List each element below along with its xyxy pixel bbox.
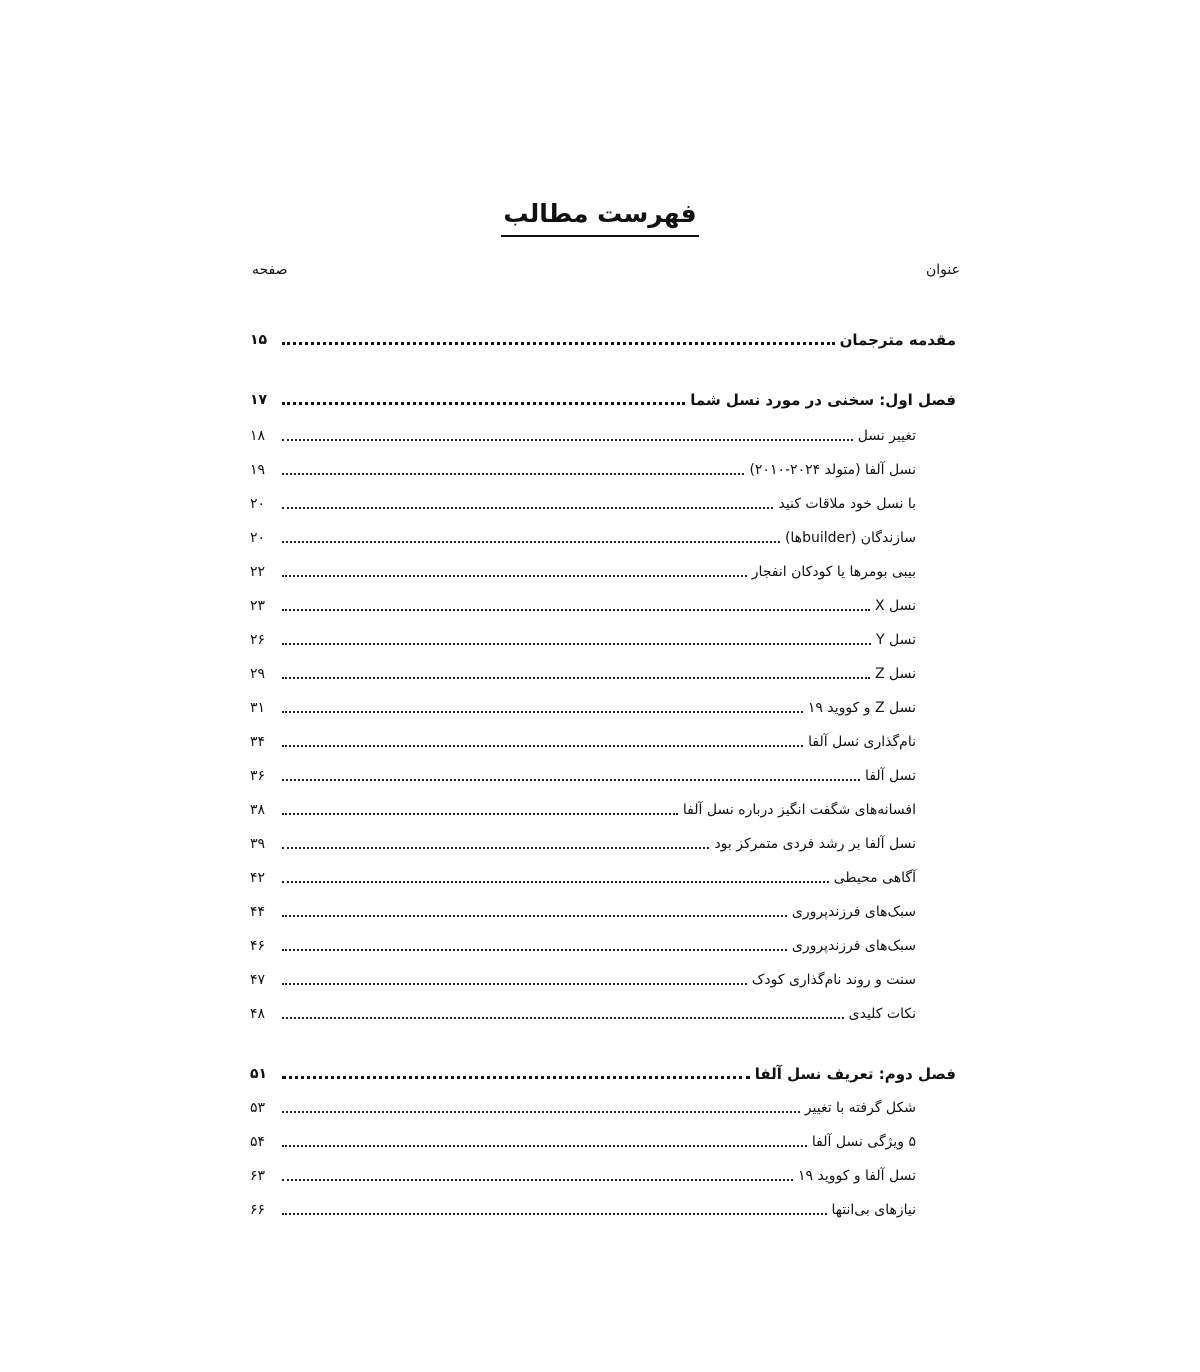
toc-entry-label: تغییر نسل	[857, 428, 916, 444]
toc-entry	[246, 726, 960, 754]
toc-entry	[246, 828, 960, 856]
toc-page-number: ۴۴	[250, 904, 266, 920]
toc-dot-leader	[282, 881, 829, 883]
toc-entry	[246, 930, 960, 958]
toc-page-number: ۳۶	[250, 768, 266, 784]
toc-dot-leader	[282, 402, 685, 405]
toc-entry-label: سنت و روند نام‌گذاری کودک	[751, 972, 916, 988]
toc-entry-label: آگاهی محیطی	[833, 870, 916, 886]
toc-dot-leader	[282, 541, 780, 543]
toc-dot-leader	[282, 915, 787, 917]
toc-entry	[246, 896, 960, 924]
toc-dot-leader	[282, 983, 747, 985]
page-column-header: صفحه	[252, 262, 288, 278]
toc-entry	[246, 1092, 960, 1120]
toc-entry-label: مقدمه مترجمان	[839, 331, 956, 349]
toc-page-number: ۱۸	[250, 428, 266, 444]
toc-dot-leader	[282, 847, 709, 849]
title-column-header: عنوان	[926, 262, 960, 278]
toc-entry-label: سبک‌های فرزندپروری	[791, 938, 916, 954]
toc-page-number: ۲۳	[250, 598, 266, 614]
toc-dot-leader	[282, 779, 860, 781]
toc-page-number: ۳۱	[250, 700, 266, 716]
toc-dot-leader	[282, 1017, 844, 1019]
toc-page-number: ۴۲	[250, 870, 266, 886]
toc-page-number: ۲۹	[250, 666, 266, 682]
toc-entry	[246, 658, 960, 686]
toc-page-number: ۳۹	[250, 836, 266, 852]
toc-entry-label: فصل اول: سخنی در مورد نسل شما	[690, 391, 956, 409]
toc-dot-leader	[282, 643, 871, 645]
toc-page-number: ۱۹	[250, 462, 266, 478]
toc-entry	[246, 590, 960, 618]
toc-page-number: ۶۶	[250, 1202, 266, 1218]
page-title: فهرست مطالب	[501, 196, 698, 237]
title-wrapper	[0, 196, 1200, 237]
toc-entry-label: ۵ ویژگی نسل آلفا	[811, 1134, 916, 1150]
toc-entry	[246, 1160, 960, 1188]
toc-dot-leader	[282, 711, 803, 713]
toc-entry	[246, 794, 960, 822]
toc-entry	[246, 454, 960, 482]
toc-page-number: ۲۰	[250, 496, 266, 512]
toc-entry-label: نام‌گذاری نسل آلفا	[808, 734, 916, 750]
toc-entry-label: فصل دوم: تعریف نسل آلفا	[754, 1065, 956, 1083]
toc-entry	[246, 998, 960, 1026]
toc-entry	[246, 964, 960, 992]
toc-dot-leader	[282, 439, 853, 441]
toc-dot-leader	[282, 609, 870, 611]
toc-entry	[246, 1126, 960, 1154]
toc-entry-label: نکات کلیدی	[848, 1006, 916, 1022]
toc-page-number: ۲۶	[250, 632, 266, 648]
toc-dot-leader	[282, 1111, 800, 1113]
toc-entry	[246, 1058, 960, 1086]
toc-entry-label: سبک‌های فرزندپروری	[791, 904, 916, 920]
toc-dot-leader	[282, 1145, 807, 1147]
toc-entry	[246, 420, 960, 448]
toc-dot-leader	[282, 813, 678, 815]
toc-entry-label: نسل آلفا	[865, 768, 916, 784]
toc-page-number: ۵۳	[250, 1100, 266, 1116]
toc-entry	[246, 1194, 960, 1222]
toc-dot-leader	[282, 1179, 793, 1181]
toc-entry	[246, 488, 960, 516]
toc-entry-label: نسل Z و کووید ۱۹	[807, 700, 916, 716]
toc-entry-label: سازندگان (builderها)	[784, 530, 916, 546]
toc-entry-label: نسل آلفا بر رشد فردی متمرکز بود	[714, 836, 916, 852]
toc-dot-leader	[282, 342, 835, 345]
toc-entry-label: با نسل خود ملاقات کنید	[778, 496, 916, 512]
toc-entry	[246, 522, 960, 550]
toc-page-number: ۴۶	[250, 938, 266, 954]
toc-entry	[246, 692, 960, 720]
toc-entry-label: نسل X	[874, 598, 916, 614]
toc-page-number: ۲۰	[250, 530, 266, 546]
toc-entry-label: نسل Y	[875, 632, 916, 648]
toc-entry	[246, 862, 960, 890]
toc-page-number: ۶۳	[250, 1168, 266, 1184]
toc-page-number: ۱۵	[250, 332, 268, 348]
toc-page-number: ۴۷	[250, 972, 266, 988]
toc-page-number: ۱۷	[250, 392, 268, 408]
toc-dot-leader	[282, 677, 870, 679]
toc-dot-leader	[282, 575, 747, 577]
toc-entry	[246, 324, 960, 352]
toc-page-number: ۳۴	[250, 734, 266, 750]
toc-dot-leader	[282, 949, 787, 951]
toc-page-number: ۴۸	[250, 1006, 266, 1022]
toc-entry-label: افسانه‌های شگفت انگیز درباره نسل آلفا	[682, 802, 916, 818]
toc-entry	[246, 624, 960, 652]
toc-dot-leader	[282, 1213, 827, 1215]
toc-entry-label: نسل آلفا (متولد ۲۰۲۴-۲۰۱۰)	[749, 462, 916, 478]
toc-dot-leader	[282, 745, 803, 747]
toc-page-number: ۵۴	[250, 1134, 266, 1150]
toc-entry-label: نسل Z	[874, 666, 916, 682]
toc-entry-label: شکل گرفته با تغییر	[804, 1100, 916, 1116]
toc-page-number: ۳۸	[250, 802, 266, 818]
toc-dot-leader	[282, 473, 744, 475]
toc-page-number: ۲۲	[250, 564, 266, 580]
toc-dot-leader	[282, 1076, 750, 1079]
toc-entry-label: نیازهای بی‌انتها	[831, 1202, 916, 1218]
toc-entry-label: بیبی بومرها یا کودکان انفجار	[751, 564, 916, 580]
toc-entry-label: نسل آلفا و کووید ۱۹	[797, 1168, 916, 1184]
toc-entry	[246, 384, 960, 412]
toc-dot-leader	[282, 507, 773, 509]
toc-entry	[246, 760, 960, 788]
toc-entry	[246, 556, 960, 584]
toc-page-number: ۵۱	[250, 1066, 268, 1082]
